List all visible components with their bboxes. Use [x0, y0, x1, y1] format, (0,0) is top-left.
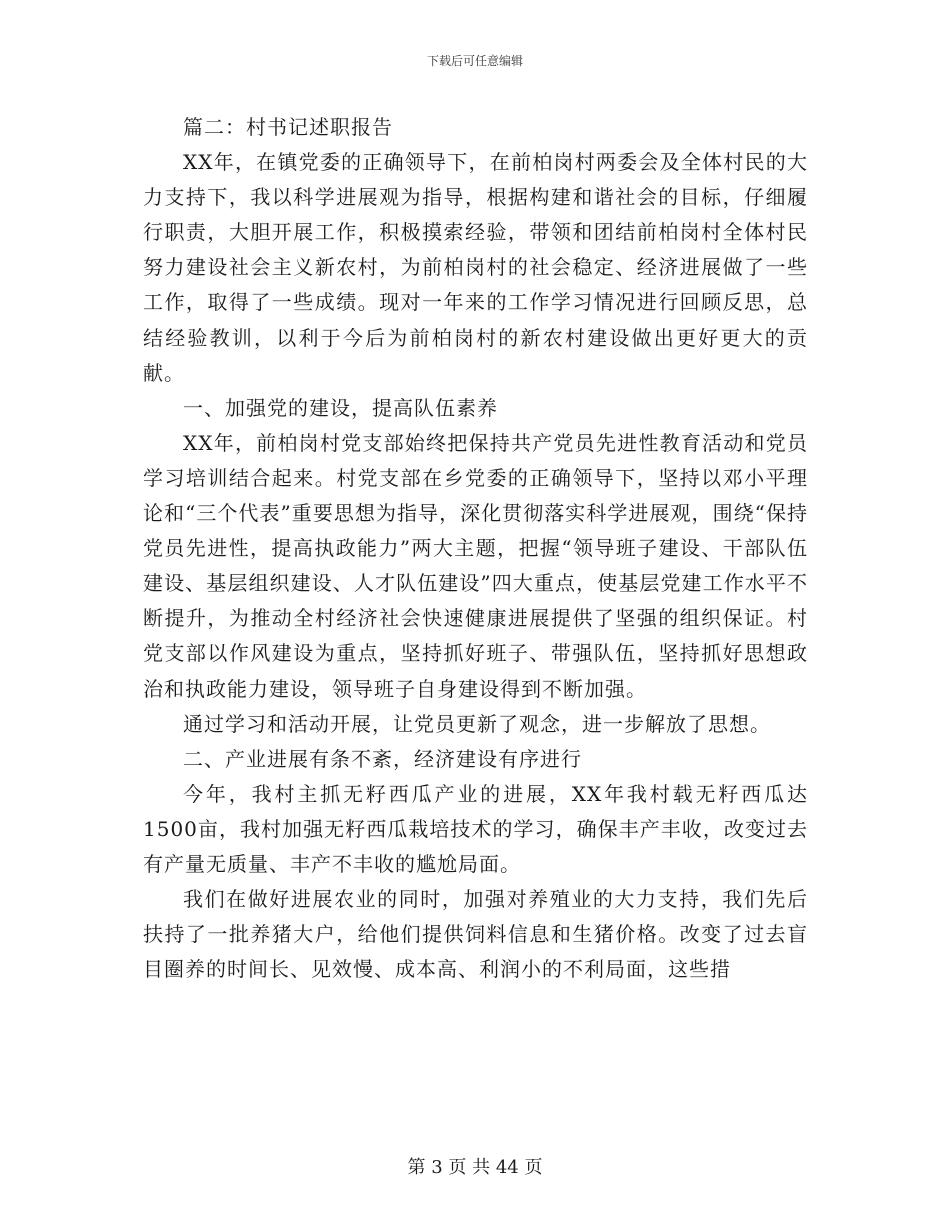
page-number: 第 3 页 共 44 页 [407, 1157, 543, 1178]
document-title: 篇二：村书记述职报告 [183, 115, 393, 139]
section-heading-2: 二、产业进展有条不紊，经济建设有序进行 [183, 746, 582, 771]
paragraph-livestock: 我们在做好进展农业的同时，加强对养殖业的大力支持，我们先后扶持了一批养猪大户，给他们提供饲料信息和生猪价格。改变了过去盲目圈养的时间长、见效慢、成本高、利润小的不利局面，这些措 [143, 887, 808, 982]
paragraph-party-building: XX年，前柏岗村党支部始终把保持共产党员先进性教育活动和党员学习培训结合起来。村党支部在乡党委的正确领导下，坚持以邓小平理论和“三个代表”重要思想为指导，深化贯彻落实科学进展观，围绕“保持党员先进性，提高执政能力”两大主题，把握“领导班子建设、干部队伍建设、基层组织建设、人才队伍建设”四大重点，使基层党建工作水平不断提升，为推动全村经济社会快速健康进展提供了坚强的组织保证。村党支部以作风建设为重点，坚持抓好班子、带强队伍，坚持抓好思想政治和执政能力建设，领导班子自身建设得到不断加强。 [143, 430, 808, 701]
page-header: 下载后可任意编辑 [426, 54, 523, 68]
paragraph-watermelon: 今年，我村主抓无籽西瓜产业的进展，XX年我村载无籽西瓜达1500亩，我村加强无籽西瓜栽培技术的学习，确保丰产丰收，改变过去有产量无质量、丰产不丰收的尴尬局面。 [143, 781, 808, 876]
paragraph-intro: XX年，在镇党委的正确领导下，在前柏岗村两委会及全体村民的大力支持下，我以科学进展观为指导，根据构建和谐社会的目标，仔细履行职责，大胆开展工作，积极摸索经验，带领和团结前柏岗村全体村民努力建设社会主义新农村，为前柏岗村的社会稳定、经济进展做了一些工作，取得了一些成绩。现对一年来的工作学习情况进行回顾反思，总结经验教训，以利于今后为前柏岗村的新农村建设做出更好更大的贡献。 [143, 150, 808, 385]
paragraph-study: 通过学习和活动开展，让党员更新了观念，进一步解放了思想。 [183, 711, 771, 736]
document-body [143, 110, 808, 987]
section-heading-1: 一、加强党的建设，提高队伍素养 [183, 395, 498, 420]
